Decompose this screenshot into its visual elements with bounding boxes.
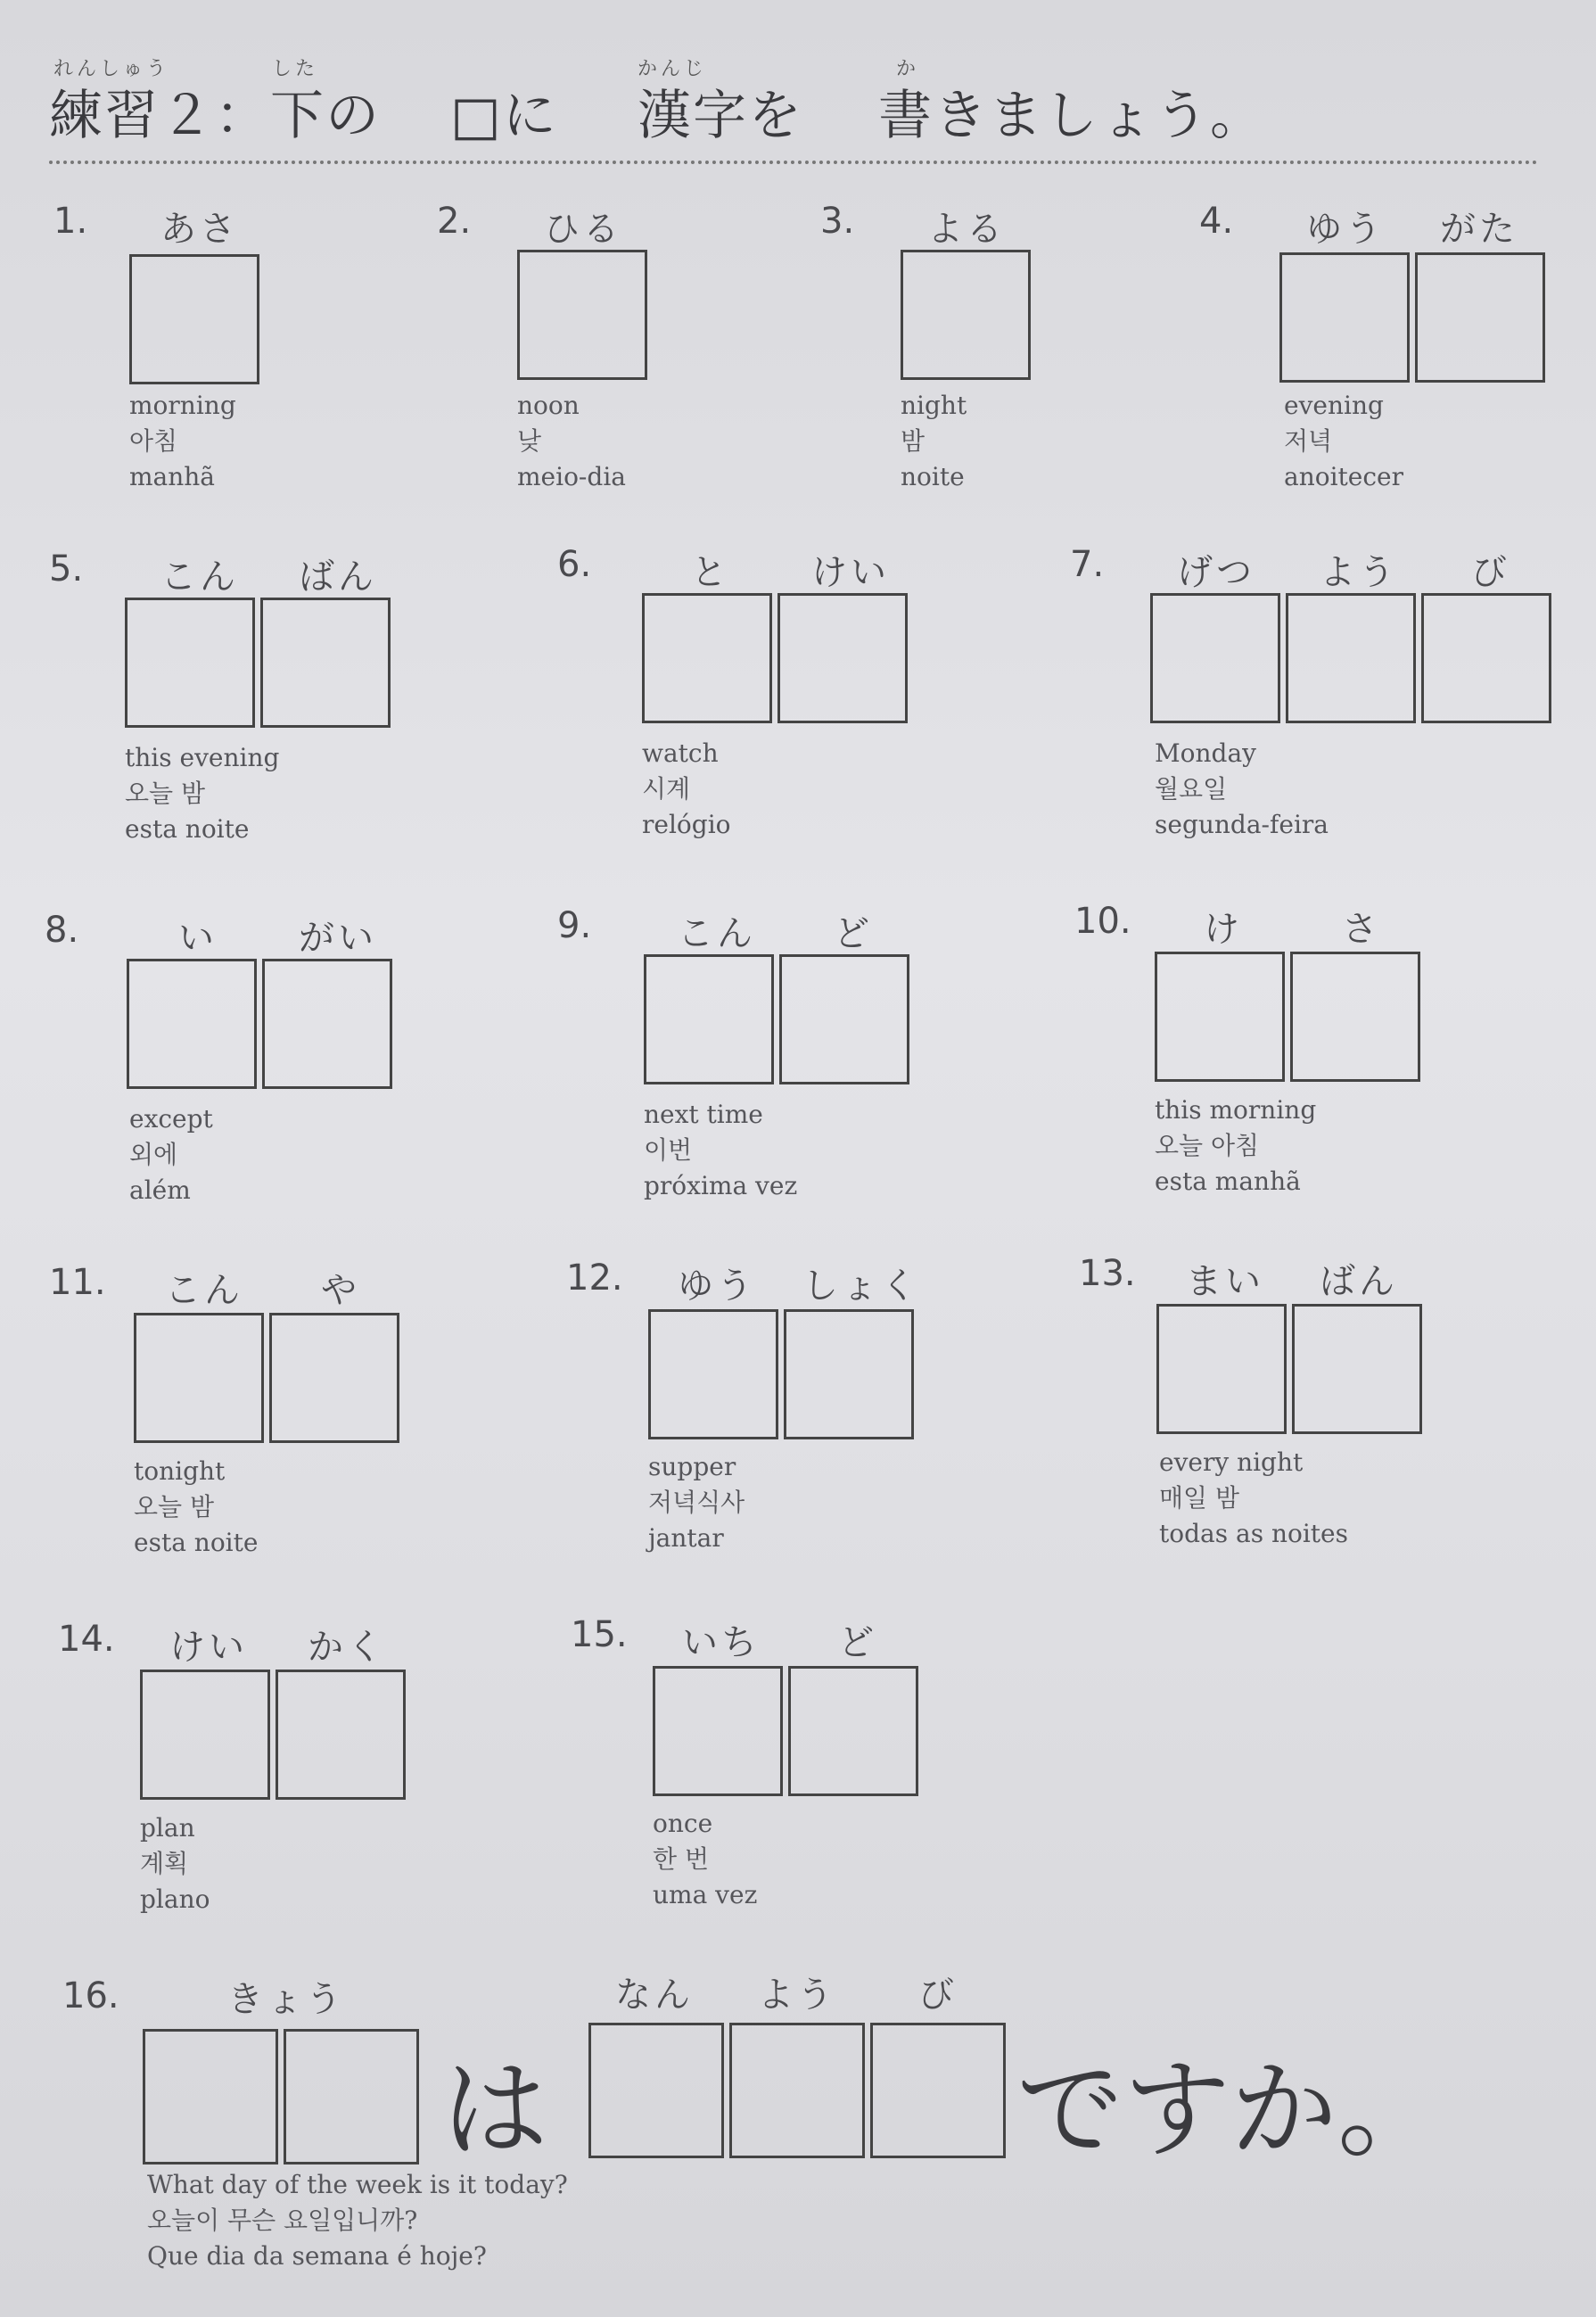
kanji-answer-box[interactable] xyxy=(260,598,391,728)
item-number: 15. xyxy=(571,1614,628,1655)
item-number: 7. xyxy=(1070,544,1105,585)
item-translations xyxy=(653,1806,757,1913)
title-ruby-renshuu: れんしゅう xyxy=(53,58,170,80)
item-reading: けい xyxy=(169,1627,248,1668)
item-reading: がい xyxy=(299,918,377,959)
korean-gloss: 밤 xyxy=(901,426,926,456)
item-translations xyxy=(1155,1093,1316,1200)
kanji-answer-box[interactable] xyxy=(143,2029,278,2164)
kanji-answer-box[interactable] xyxy=(134,1313,264,1443)
item-number: 10. xyxy=(1074,901,1131,942)
korean-gloss: 외에 xyxy=(129,1140,178,1169)
korean-gloss: 오늘 밤 xyxy=(125,779,206,808)
item-reading: ど xyxy=(838,1622,877,1663)
title-segment-2: □に xyxy=(450,85,558,147)
english-gloss: night xyxy=(901,391,967,420)
item-reading: いち xyxy=(682,1622,761,1663)
kanji-answer-box[interactable] xyxy=(1292,1304,1422,1434)
portuguese-gloss: esta noite xyxy=(125,814,250,844)
item-reading: けい xyxy=(811,552,890,593)
english-gloss: Monday xyxy=(1155,738,1256,768)
kanji-answer-box[interactable] xyxy=(777,593,908,723)
kanji-answer-box[interactable] xyxy=(140,1670,270,1800)
kanji-answer-box[interactable] xyxy=(870,2023,1006,2158)
item-number: 2. xyxy=(437,201,472,242)
english-gloss: supper xyxy=(648,1452,736,1481)
kanji-answer-box[interactable] xyxy=(1286,593,1416,723)
sentence-boxes-weekday xyxy=(588,2023,1011,2158)
item-reading: ゆう xyxy=(678,1266,756,1307)
kanji-answer-box[interactable] xyxy=(262,959,392,1089)
item-number: 14. xyxy=(58,1619,115,1660)
portuguese-gloss: Que dia da semana é hoje? xyxy=(147,2241,487,2271)
item-translations xyxy=(1284,388,1403,495)
english-gloss: every night xyxy=(1159,1447,1304,1477)
kanji-answer-box[interactable] xyxy=(1415,252,1545,383)
item-number: 6. xyxy=(557,544,592,585)
korean-gloss: 오늘 아침 xyxy=(1155,1131,1260,1160)
item-reading: と xyxy=(691,552,730,593)
item-number: 16. xyxy=(62,1975,119,2016)
item-number: 5. xyxy=(49,548,84,590)
portuguese-gloss: manhã xyxy=(129,462,216,491)
kanji-answer-box[interactable] xyxy=(644,954,774,1084)
item-translations xyxy=(1159,1445,1348,1552)
english-gloss: watch xyxy=(642,738,719,768)
item-number: 3. xyxy=(820,201,855,242)
portuguese-gloss: jantar xyxy=(648,1523,724,1553)
item-reading: ばん xyxy=(299,557,377,598)
item-reading: よる xyxy=(927,209,1006,250)
item-number: 12. xyxy=(566,1257,623,1299)
item-number: 11. xyxy=(49,1262,106,1303)
title-ruby-kanji: かんじ xyxy=(638,58,708,80)
item-number: 1. xyxy=(53,201,88,242)
kanji-answer-box[interactable] xyxy=(779,954,909,1084)
portuguese-gloss: próxima vez xyxy=(644,1171,798,1200)
kanji-answer-box[interactable] xyxy=(127,959,257,1089)
item-reading: こん xyxy=(160,557,239,598)
kanji-answer-box[interactable] xyxy=(1290,952,1420,1082)
kanji-answer-box[interactable] xyxy=(1150,593,1280,723)
item-reading: よう xyxy=(1320,552,1398,593)
portuguese-gloss: relógio xyxy=(642,810,731,839)
kanji-answer-box[interactable] xyxy=(1155,952,1285,1082)
kanji-answer-box[interactable] xyxy=(125,598,255,728)
item-reading: い xyxy=(178,918,218,959)
page-title xyxy=(49,54,1565,152)
portuguese-gloss: noite xyxy=(901,462,965,491)
kanji-answer-box[interactable] xyxy=(1156,1304,1287,1434)
item-translations xyxy=(517,388,626,495)
item-translations xyxy=(134,1454,258,1561)
item-translations xyxy=(129,1101,213,1208)
portuguese-gloss: uma vez xyxy=(653,1880,758,1909)
item-reading: よう xyxy=(758,1975,836,2016)
title-divider xyxy=(49,161,1538,164)
portuguese-gloss: além xyxy=(129,1175,191,1205)
item-translations xyxy=(648,1449,745,1556)
item-reading: こん xyxy=(165,1270,243,1311)
kanji-answer-box[interactable] xyxy=(788,1666,918,1796)
sentence-ending: ですか。 xyxy=(1016,2049,1444,2173)
item-reading: まい xyxy=(1186,1261,1264,1302)
portuguese-gloss: segunda-feira xyxy=(1155,810,1329,839)
english-gloss: What day of the week is it today? xyxy=(147,2170,568,2199)
item-translations xyxy=(901,388,967,495)
kanji-answer-box[interactable] xyxy=(729,2023,865,2158)
kanji-answer-box[interactable] xyxy=(517,250,647,380)
korean-gloss: 시계 xyxy=(642,774,691,804)
item-translations xyxy=(125,740,279,847)
title-ruby-ka: か xyxy=(896,58,920,80)
title-segment-1: 練習２：下の xyxy=(49,85,381,147)
kanji-answer-box[interactable] xyxy=(1279,252,1410,383)
kanji-answer-box[interactable] xyxy=(588,2023,724,2158)
korean-gloss: 오늘이 무슨 요일입니까? xyxy=(147,2206,418,2235)
korean-gloss: 저녁식사 xyxy=(648,1488,745,1517)
english-gloss: plan xyxy=(140,1813,195,1843)
korean-gloss: 오늘 밤 xyxy=(134,1492,215,1521)
item-reading: がた xyxy=(1440,209,1518,250)
item-translations xyxy=(1155,736,1329,843)
title-segment-3: 漢字を xyxy=(638,85,803,147)
item-reading: ばん xyxy=(1320,1261,1398,1302)
item-reading: かく xyxy=(308,1627,386,1668)
item-translations xyxy=(642,736,731,843)
kanji-answer-box[interactable] xyxy=(129,254,259,384)
kanji-answer-box[interactable] xyxy=(784,1309,914,1439)
korean-gloss: 아침 xyxy=(129,426,178,456)
item-reading: こん xyxy=(678,913,756,954)
item-reading: げつ xyxy=(1177,552,1255,593)
sentence-particle: は xyxy=(441,2049,548,2173)
item-number: 8. xyxy=(45,910,79,951)
item-reading: あさ xyxy=(160,209,239,250)
title-ruby-shita: した xyxy=(272,58,319,80)
korean-gloss: 낮 xyxy=(517,426,542,456)
item-reading: び xyxy=(918,1975,958,2016)
item-translations xyxy=(147,2167,568,2274)
item-number: 9. xyxy=(557,905,592,946)
english-gloss: this evening xyxy=(125,743,280,772)
item-reading: ど xyxy=(834,913,873,954)
english-gloss: this morning xyxy=(1155,1095,1317,1125)
item-number: 4. xyxy=(1199,201,1234,242)
item-reading: や xyxy=(321,1270,360,1311)
korean-gloss: 한 번 xyxy=(653,1844,709,1874)
item-reading: しょく xyxy=(802,1266,920,1307)
english-gloss: except xyxy=(129,1104,213,1134)
sentence-boxes-today xyxy=(143,2029,424,2164)
item-reading: け xyxy=(1204,909,1243,950)
english-gloss: noon xyxy=(517,391,580,420)
english-gloss: evening xyxy=(1284,391,1384,420)
item-reading: さ xyxy=(1342,909,1381,950)
item-reading: きょう xyxy=(227,1979,345,2020)
item-translations xyxy=(140,1810,210,1917)
portuguese-gloss: plano xyxy=(140,1884,210,1914)
kanji-answer-box[interactable] xyxy=(648,1309,778,1439)
item-reading: ひる xyxy=(544,209,622,250)
portuguese-gloss: todas as noites xyxy=(1159,1519,1348,1548)
item-translations xyxy=(644,1097,797,1204)
title-segment-4: 書きましょう。 xyxy=(878,85,1265,147)
item-reading: び xyxy=(1471,552,1510,593)
kanji-answer-box[interactable] xyxy=(1421,593,1551,723)
korean-gloss: 월요일 xyxy=(1155,774,1228,804)
english-gloss: tonight xyxy=(134,1456,226,1486)
kanji-answer-box[interactable] xyxy=(276,1670,406,1800)
kanji-answer-box[interactable] xyxy=(653,1666,783,1796)
item-reading: なん xyxy=(615,1975,694,2016)
portuguese-gloss: esta manhã xyxy=(1155,1167,1301,1196)
item-translations xyxy=(129,388,236,495)
item-reading: ゆう xyxy=(1306,209,1385,250)
korean-gloss: 이번 xyxy=(644,1135,693,1165)
portuguese-gloss: esta noite xyxy=(134,1528,259,1557)
portuguese-gloss: anoitecer xyxy=(1284,462,1403,491)
korean-gloss: 계획 xyxy=(140,1849,189,1878)
kanji-answer-box[interactable] xyxy=(901,250,1031,380)
portuguese-gloss: meio-dia xyxy=(517,462,626,491)
item-number: 13. xyxy=(1079,1253,1136,1294)
kanji-answer-box[interactable] xyxy=(642,593,772,723)
kanji-answer-box[interactable] xyxy=(284,2029,419,2164)
english-gloss: once xyxy=(653,1809,713,1838)
english-gloss: morning xyxy=(129,391,236,420)
english-gloss: next time xyxy=(644,1100,763,1129)
korean-gloss: 저녁 xyxy=(1284,426,1333,456)
korean-gloss: 매일 밤 xyxy=(1159,1483,1240,1513)
kanji-answer-box[interactable] xyxy=(269,1313,399,1443)
